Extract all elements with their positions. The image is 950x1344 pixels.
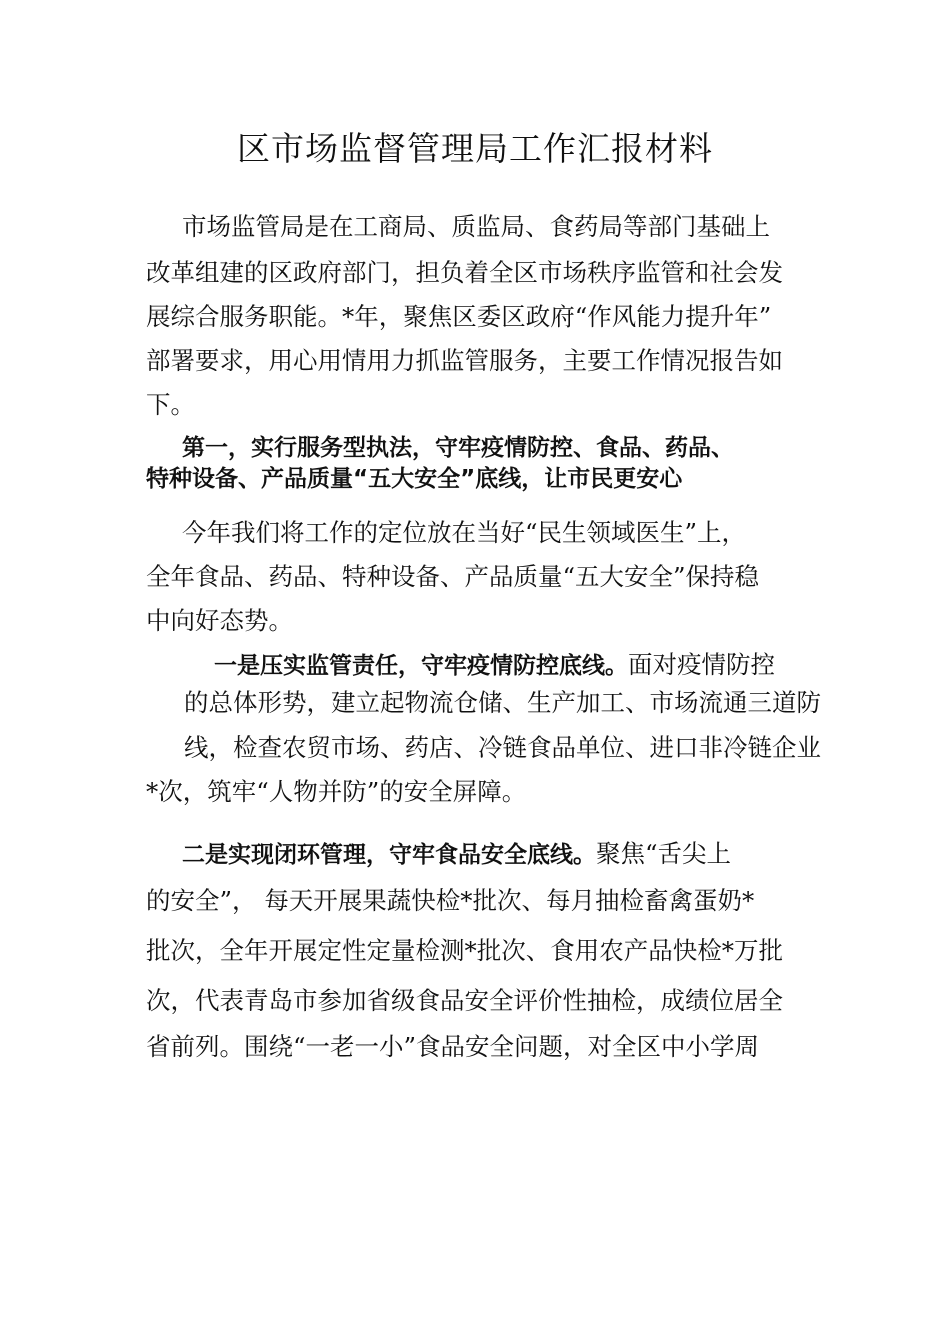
intro-line-5: 下。 [146,390,195,419]
section1-line-3: 中向好态势。 [146,606,293,635]
item1-first-rest: 面对疫情防控 [628,650,775,679]
item1-line-4: *次，筑牢“人物并防”的安全屏障。 [146,777,527,806]
item2-first-rest: 聚焦“舌尖上 [596,839,732,868]
item2-lead: 二是实现闭环管理，守牢食品安全底线。 [182,842,596,868]
section1-heading-line-1: 第一，实行服务型执法，守牢疫情防控、食品、药品、 [182,435,734,461]
item2-line-5: 省前列。围绕“一老一小”食品安全问题，对全区中小学周 [146,1032,760,1061]
item2-first-line [182,837,731,872]
item1-lead: 一是压实监管责任，守牢疫情防控底线。 [214,653,628,679]
item1-first-line [214,648,775,683]
intro-line-2: 改革组建的区政府部门，担负着全区市场秩序监管和社会发 [146,258,783,287]
item1-line-3: 线，检查农贸市场、药店、冷链食品单位、进口非冷链企业 [184,733,821,762]
intro-line-3: 展综合服务职能。*年，聚焦区委区政府“作风能力提升年” [146,302,772,331]
item1-line-2: 的总体形势，建立起物流仓储、生产加工、市场流通三道防 [184,688,821,717]
intro-line-4: 部署要求，用心用情用力抓监管服务，主要工作情况报告如 [146,346,783,375]
item2-line-2: 的安全”， 每天开展果蔬快检*批次、每月抽检畜禽蛋奶* [146,886,755,915]
item2-line-4: 次，代表青岛市参加省级食品安全评价性抽检，成绩位居全 [146,986,783,1015]
section1-line-2: 全年食品、药品、特种设备、产品质量“五大安全”保持稳 [146,562,760,591]
document-title: 区市场监督管理局工作汇报材料 [237,129,713,168]
section1-heading-line-2: 特种设备、产品质量“五大安全”底线，让市民更安心 [146,466,683,492]
section1-line-1: 今年我们将工作的定位放在当好“民生领域医生”上， [182,518,747,547]
item2-line-3: 批次，全年开展定性定量检测*批次、食用农产品快检*万批 [146,936,783,965]
intro-line-1: 市场监管局是在工商局、质监局、食药局等部门基础上 [182,212,770,241]
